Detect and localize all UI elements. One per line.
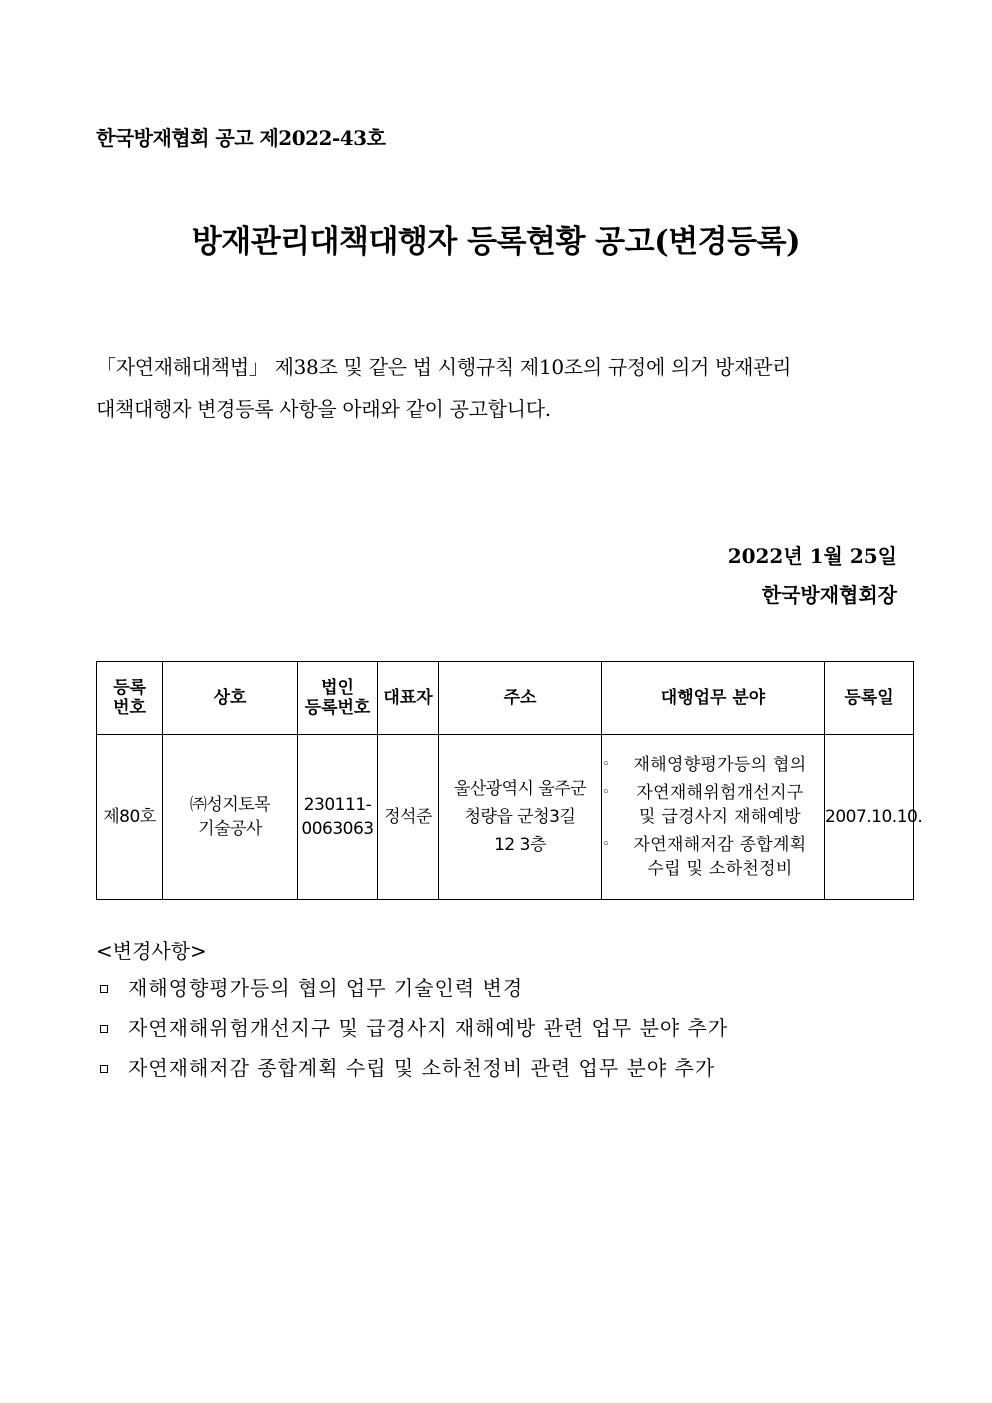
body-line: 「자연재해대책법」 제38조 및 같은 법 시행규칙 제10조의 규정에 의거 방재관리 — [96, 355, 792, 379]
table-row — [97, 735, 914, 900]
circle-bullet-icon: ◦ — [602, 837, 610, 852]
body-text — [96, 346, 896, 430]
task-item: ◦ 재해영향평가등의 협의 — [602, 755, 807, 775]
task-item: ◦ 자연재해저감 종합계획 수립 및 소하천정비 — [602, 835, 807, 879]
body-line: 대책대행자 변경등록 사항을 아래와 같이 공고합니다. — [96, 397, 551, 421]
header-address: 주소 — [439, 662, 602, 735]
cell-business-field — [602, 735, 825, 900]
registration-table — [96, 661, 923, 900]
table-header-row — [97, 662, 914, 735]
square-bullet-icon — [100, 1065, 108, 1073]
square-bullet-icon — [100, 1025, 108, 1033]
header-reg-date: 등록일 — [825, 662, 914, 735]
list-item: 재해영향평가등의 협의 업무 기술인력 변경 — [100, 974, 728, 1014]
changes-list — [100, 974, 728, 1094]
document-title: 방재관리대책대행자 등록현황 공고(변경등록) — [191, 224, 801, 260]
cell-representative: 정석준 — [378, 735, 439, 900]
cell-reg-no: 제80호 — [97, 735, 163, 900]
header-company: 상호 — [163, 662, 298, 735]
changes-heading: <변경사항> — [96, 939, 207, 963]
header-business-field: 대행업무 분야 — [602, 662, 825, 735]
cell-reg-date: 2007.10.10. — [825, 735, 914, 900]
circle-bullet-icon: ◦ — [602, 785, 610, 800]
header-reg-no: 등록 번호 — [97, 662, 163, 735]
list-item: 자연재해위험개선지구 및 급경사지 재해예방 관련 업무 분야 추가 — [100, 1014, 728, 1054]
list-item: 자연재해저감 종합계획 수립 및 소하천정비 관련 업무 분야 추가 — [100, 1054, 728, 1094]
cell-address: 울산광역시 울주군 청량읍 군청3길 12 3층 — [439, 735, 602, 900]
cell-company: ㈜성지토목 기술공사 — [163, 735, 298, 900]
notice-number: 한국방재협회 공고 제2022-43호 — [96, 126, 386, 150]
issuer-name: 한국방재협회장 — [761, 583, 897, 607]
cell-corp-no: 230111- 0063063 — [298, 735, 378, 900]
header-representative: 대표자 — [378, 662, 439, 735]
header-corp-no: 법인 등록번호 — [298, 662, 378, 735]
circle-bullet-icon: ◦ — [602, 757, 610, 772]
task-item: ◦ 자연재해위험개선지구 및 급경사지 재해예방 — [602, 783, 804, 827]
notice-date: 2022년 1월 25일 — [727, 544, 897, 568]
square-bullet-icon — [100, 985, 108, 993]
